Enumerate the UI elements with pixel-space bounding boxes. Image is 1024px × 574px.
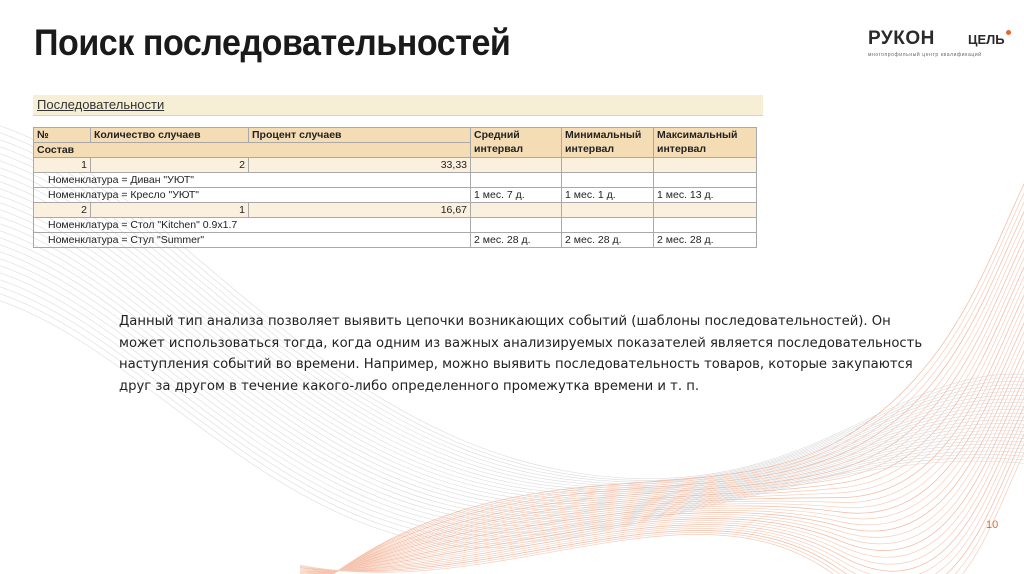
logo-sub: ЦЕЛЬ <box>968 32 1005 47</box>
cell-count: 1 <box>91 203 249 218</box>
sequence-group-row <box>34 158 757 173</box>
cell-avg-interval <box>471 203 562 218</box>
cell-percent: 16,67 <box>249 203 471 218</box>
logo-tagline: многопрофильный центр квалификаций <box>868 52 982 58</box>
cell-item-name: Номенклатура = Стол "Kitchen" 0.9x1.7 <box>34 218 471 233</box>
cell-item-name: Номенклатура = Кресло "УЮТ" <box>34 188 471 203</box>
logo-brand: РУКОН <box>868 28 935 49</box>
sequences-report <box>33 95 763 248</box>
cell-max-interval <box>654 173 757 188</box>
sequences-table <box>33 127 757 248</box>
company-logo <box>868 28 1018 68</box>
cell-min-interval: 2 мес. 28 д. <box>562 233 654 248</box>
cell-avg-interval <box>471 173 562 188</box>
page-number: 10 <box>986 519 999 531</box>
cell-max-interval: 2 мес. 28 д. <box>654 233 757 248</box>
cell-count: 2 <box>91 158 249 173</box>
col-header-no: № <box>34 128 91 143</box>
col-header-avg-interval: Средний интервал <box>471 128 562 158</box>
cell-max-interval: 1 мес. 13 д. <box>654 188 757 203</box>
cell-avg-interval: 2 мес. 28 д. <box>471 233 562 248</box>
cell-max-interval <box>654 203 757 218</box>
cell-min-interval <box>562 173 654 188</box>
wave-line <box>0 267 1024 533</box>
col-header-percent: Процент случаев <box>249 128 471 143</box>
cell-avg-interval <box>471 218 562 233</box>
cell-max-interval <box>654 158 757 173</box>
cell-percent: 33,33 <box>249 158 471 173</box>
slide-title: Поиск последовательностей <box>34 22 511 63</box>
cell-min-interval: 1 мес. 1 д. <box>562 188 654 203</box>
cell-no: 2 <box>34 203 91 218</box>
col-header-min-interval: Минимальный интервал <box>562 128 654 158</box>
cell-avg-interval: 1 мес. 7 д. <box>471 188 562 203</box>
table-header-row <box>34 128 757 143</box>
cell-min-interval <box>562 203 654 218</box>
cell-item-name: Номенклатура = Диван "УЮТ" <box>34 173 471 188</box>
cell-item-name: Номенклатура = Стул "Summer" <box>34 233 471 248</box>
report-caption-bar <box>33 95 763 116</box>
col-header-composition: Состав <box>34 143 471 158</box>
cell-avg-interval <box>471 158 562 173</box>
logo-accent-dot <box>1006 30 1011 35</box>
col-header-max-interval: Максимальный интервал <box>654 128 757 158</box>
sequence-group-row <box>34 203 757 218</box>
cell-no: 1 <box>34 158 91 173</box>
sequence-item-row <box>34 173 757 188</box>
cell-max-interval <box>654 218 757 233</box>
cell-min-interval <box>562 218 654 233</box>
sequence-item-row <box>34 218 757 233</box>
col-header-count: Количество случаев <box>91 128 249 143</box>
report-caption: Последовательности <box>37 97 165 112</box>
wave-line-accent <box>300 235 1024 574</box>
cell-min-interval <box>562 158 654 173</box>
sequence-item-row <box>34 233 757 248</box>
sequence-item-row <box>34 188 757 203</box>
description-paragraph: Данный тип анализа позволяет выявить цепочки возникающих событий (шаблоны последовательностей). Он может использоваться тогда, когда одним из важных анализируемых показателей является последовательность наступления событий во времени. Например, можно выявить последовательность товаров, которые закупаются друг за другом в течение какого-либо определенного промежутка времени и т. п. <box>119 314 923 394</box>
